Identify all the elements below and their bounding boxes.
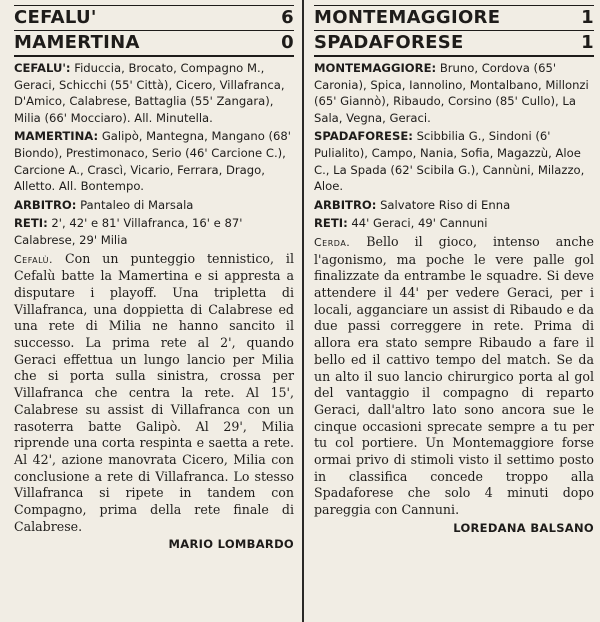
home-lineup xyxy=(14,60,294,126)
match-report-montemaggiore-spadaforese xyxy=(306,0,600,622)
home-lineup-label: MONTEMAGGIORE: xyxy=(314,61,437,75)
goals xyxy=(314,215,594,232)
home-score-row xyxy=(314,7,594,29)
article-body xyxy=(314,234,594,519)
away-lineup xyxy=(14,128,294,194)
referee-text: Salvatore Riso di Enna xyxy=(380,197,511,212)
match-facts xyxy=(314,60,594,232)
away-score-row xyxy=(314,32,594,54)
score-bottom-rule xyxy=(314,55,594,57)
goals-label: RETI: xyxy=(14,216,48,231)
away-team-score: 0 xyxy=(281,32,294,53)
match-facts xyxy=(14,60,294,249)
home-team-score: 1 xyxy=(581,7,594,28)
byline: MARIO LOMBARDO xyxy=(168,537,294,552)
goals-text: 2', 42' e 81' Villafranca, 16' e 87' Calabrese, 29' Milia xyxy=(14,216,243,247)
referee-text: Pantaleo di Marsala xyxy=(80,197,194,212)
home-team-name: MONTEMAGGIORE xyxy=(314,7,501,28)
away-team-score: 1 xyxy=(581,32,594,53)
top-rule xyxy=(14,5,294,6)
dateline: Cerda. xyxy=(314,235,351,249)
article-body xyxy=(14,251,294,536)
away-lineup-label: SPADAFORESE: xyxy=(314,129,413,144)
away-team-name: MAMERTINA xyxy=(14,32,140,53)
home-score-row xyxy=(14,7,294,29)
away-lineup-text: Scibbilia G., Sindoni (6' Pulialito), Campo, Nania, Sofia, Magazzù, Aloe C., La Spada (62' Scibila G.), Cannùni, Milazzo, Aloe. xyxy=(314,129,585,194)
away-lineup-label: MAMERTINA: xyxy=(14,129,99,144)
goals-text: 44' Geraci, 49' Cannuni xyxy=(351,216,488,231)
top-rule xyxy=(314,5,594,6)
away-lineup xyxy=(314,128,594,194)
home-lineup-text: Bruno, Cordova (65' Caronia), Spica, Iannolino, Montalbano, Millonzi (65' Giannò), Ribaudo, Corsino (85' Cullo), La Sala, Vegna, Geraci. xyxy=(314,61,589,125)
byline: LOREDANA BALSANO xyxy=(453,520,594,535)
referee-label: ARBITRO: xyxy=(14,197,77,212)
column-divider xyxy=(302,0,304,622)
article-text: Con un punteggio tennistico, il Cefalù batte la Mamertina e si appresta a disputare i playoff. Una tripletta di Villafranca, una doppietta di Calabrese ed una rete di Milia ne hanno sancito il successo. La prima rete al 2', quando Geraci effettua un lungo lancio per Milia che si porta sulla sinistra, crossa per Villafranca che centra la rete. Al 15', Calabrese su assist di Villafranca con un rasoterra batte Galipò. Al 29', Milia riprende una corta respinta e saetta a rete. Al 42', azione manovrata Cicero, Milia con conclusione a rete di Villafranca. Lo stesso Villafranca si ripete in tandem con Compagno, prima della rete finale di Calabrese. xyxy=(14,250,294,534)
home-team-score: 6 xyxy=(281,7,294,28)
away-team-name: SPADAFORESE xyxy=(314,32,464,53)
score-divider xyxy=(14,30,294,31)
dateline: Cefalù. xyxy=(14,252,53,266)
home-lineup-text: Fiduccia, Brocato, Compagno M., Geraci, Schicchi (55' Città), Cicero, Villafranca, D'Amico, Calabrese, Battaglia (55' Zangara), Milia (66' Mocciaro). All. Minutella. xyxy=(14,61,285,125)
away-score-row xyxy=(14,32,294,54)
score-divider xyxy=(314,30,594,31)
home-lineup-label: CEFALU': xyxy=(14,61,71,75)
goals-label: RETI: xyxy=(314,216,348,231)
home-lineup xyxy=(314,60,594,126)
referee xyxy=(14,197,294,214)
article-text: Bello il gioco, intenso anche l'agonismo, ma poche le vere palle gol finalizzate da entrambe le squadre. Si deve attendere il 44' per vedere Geraci, per i locali, agganciare un assist di Ribaudo e da due passi correggere in rete. Prima di allora era stato sempre Ribaudo a fare il bello ed il cattivo tempo del match. Se da un alto il suo lancio chirurgico porta al gol del vantaggio il compagno di reparto Geraci, dall'altro lato sono ancora sue le cinque occasioni sprecate sempre a tu per tu col portiere. Un Montemaggiore forse ormai privo di stimoli visto il settimo posto in classifica concede troppo alla Spadaforese che solo 4 minuti dopo pareggia con Cannuni. xyxy=(314,233,594,518)
referee-label: ARBITRO: xyxy=(314,197,377,212)
score-bottom-rule xyxy=(14,55,294,57)
away-lineup-text: Galipò, Mantegna, Mangano (68' Biondo), Prestimonaco, Serio (46' Carcione C.), Carcione A., Crascì, Vicario, Ferrara, Drago, Alletto. All. Bontempo. xyxy=(14,129,291,194)
goals xyxy=(14,215,294,248)
home-team-name: CEFALU' xyxy=(14,7,97,28)
referee xyxy=(314,197,594,214)
